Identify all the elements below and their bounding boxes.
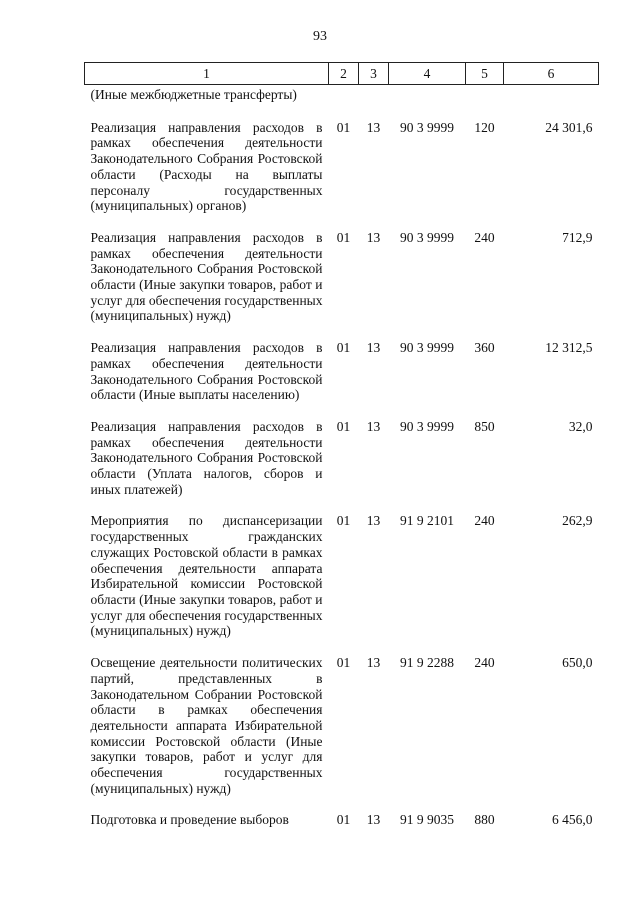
row-section: 01 xyxy=(336,340,351,356)
column-header-2: 2 xyxy=(329,63,359,85)
row-subsection: 13 xyxy=(366,655,381,671)
row-subsection: 13 xyxy=(366,229,381,245)
table-row xyxy=(85,511,599,653)
row-amount: 650,0 xyxy=(562,655,593,671)
row-section: 01 xyxy=(336,513,351,529)
row-target-article: 90 3 9999 xyxy=(400,119,454,135)
row-name: Реализация направления расходов в рамках обеспечения деятельности Законодательного Собрания Ростовской области (Расходы на выплаты персоналу государственных (муниципальных) органов) xyxy=(90,119,323,214)
row-expense-type: 240 xyxy=(474,655,495,671)
row-section xyxy=(329,85,359,118)
table-row xyxy=(85,228,599,338)
row-name: Реализация направления расходов в рамках обеспечения деятельности Законодательного Собрания Ростовской области (Иные выплаты населению) xyxy=(90,340,323,403)
row-name: Освещение деятельности политических партий, представленных в Законодательном Собрании Ростовской области в рамках обеспечения деятельности аппарата Избирательной комиссии Ростовской области (Иные закупки товаров, работ и услуг для обеспечения государственных (муниципальных) нужд) xyxy=(90,655,323,796)
column-header-1: 1 xyxy=(85,63,329,85)
row-target-article xyxy=(389,85,466,118)
column-header-6: 6 xyxy=(504,63,599,85)
row-name: Реализация направления расходов в рамках обеспечения деятельности Законодательного Собрания Ростовской области (Уплата налогов, сборов и иных платежей) xyxy=(90,418,323,497)
row-subsection: 13 xyxy=(366,418,381,434)
row-section: 01 xyxy=(336,229,351,245)
row-amount: 24 301,6 xyxy=(545,119,593,135)
table-row xyxy=(85,653,599,810)
row-amount: 12 312,5 xyxy=(545,340,593,356)
row-subsection: 13 xyxy=(366,119,381,135)
row-expense-type: 240 xyxy=(474,513,495,529)
row-expense-type: 850 xyxy=(474,418,495,434)
row-amount: 6 456,0 xyxy=(552,812,593,828)
row-section: 01 xyxy=(336,655,351,671)
row-name: Реализация направления расходов в рамках обеспечения деятельности Законодательного Собрания Ростовской области (Иные закупки товаров, работ и услуг для обеспечения государственных (муниципальных) нужд) xyxy=(90,229,323,324)
table-row xyxy=(85,338,599,417)
row-name: Мероприятия по диспансеризации государственных гражданских служащих Ростовской области в рамках обеспечения деятельности аппарата Избирательной комиссии Ростовской области (Иные закупки товаров, работ и услуг для обеспечения государственных (муниципальных) нужд) xyxy=(90,513,323,639)
row-section: 01 xyxy=(336,119,351,135)
column-header-3: 3 xyxy=(359,63,389,85)
table-row xyxy=(85,118,599,228)
row-target-article: 90 3 9999 xyxy=(400,229,454,245)
row-expense-type: 240 xyxy=(474,229,495,245)
row-expense-type xyxy=(466,85,504,118)
row-amount: 32,0 xyxy=(568,418,593,434)
row-target-article: 91 9 9035 xyxy=(400,812,454,828)
row-subsection: 13 xyxy=(366,513,381,529)
budget-table xyxy=(84,62,599,842)
row-expense-type: 880 xyxy=(474,812,495,828)
table-header-row xyxy=(85,63,599,85)
row-target-article: 90 3 9999 xyxy=(400,340,454,356)
row-subsection xyxy=(359,85,389,118)
row-subsection: 13 xyxy=(366,340,381,356)
table-row xyxy=(85,417,599,512)
page-number: 93 xyxy=(313,29,327,44)
row-target-article: 91 9 2101 xyxy=(400,513,454,529)
row-expense-type: 360 xyxy=(474,340,495,356)
row-target-article: 91 9 2288 xyxy=(400,655,454,671)
row-amount: 712,9 xyxy=(562,229,593,245)
row-amount: 262,9 xyxy=(562,513,593,529)
row-name: Подготовка и проведение выборов xyxy=(90,812,289,828)
row-name: (Иные межбюджетные трансферты) xyxy=(90,87,297,102)
column-header-5: 5 xyxy=(466,63,504,85)
row-target-article: 90 3 9999 xyxy=(400,418,454,434)
table-row xyxy=(85,85,599,118)
table-row xyxy=(85,810,599,842)
row-expense-type: 120 xyxy=(474,119,495,135)
row-amount xyxy=(504,85,599,118)
row-subsection: 13 xyxy=(366,812,381,828)
row-section: 01 xyxy=(336,812,351,828)
row-section: 01 xyxy=(336,418,351,434)
column-header-4: 4 xyxy=(389,63,466,85)
